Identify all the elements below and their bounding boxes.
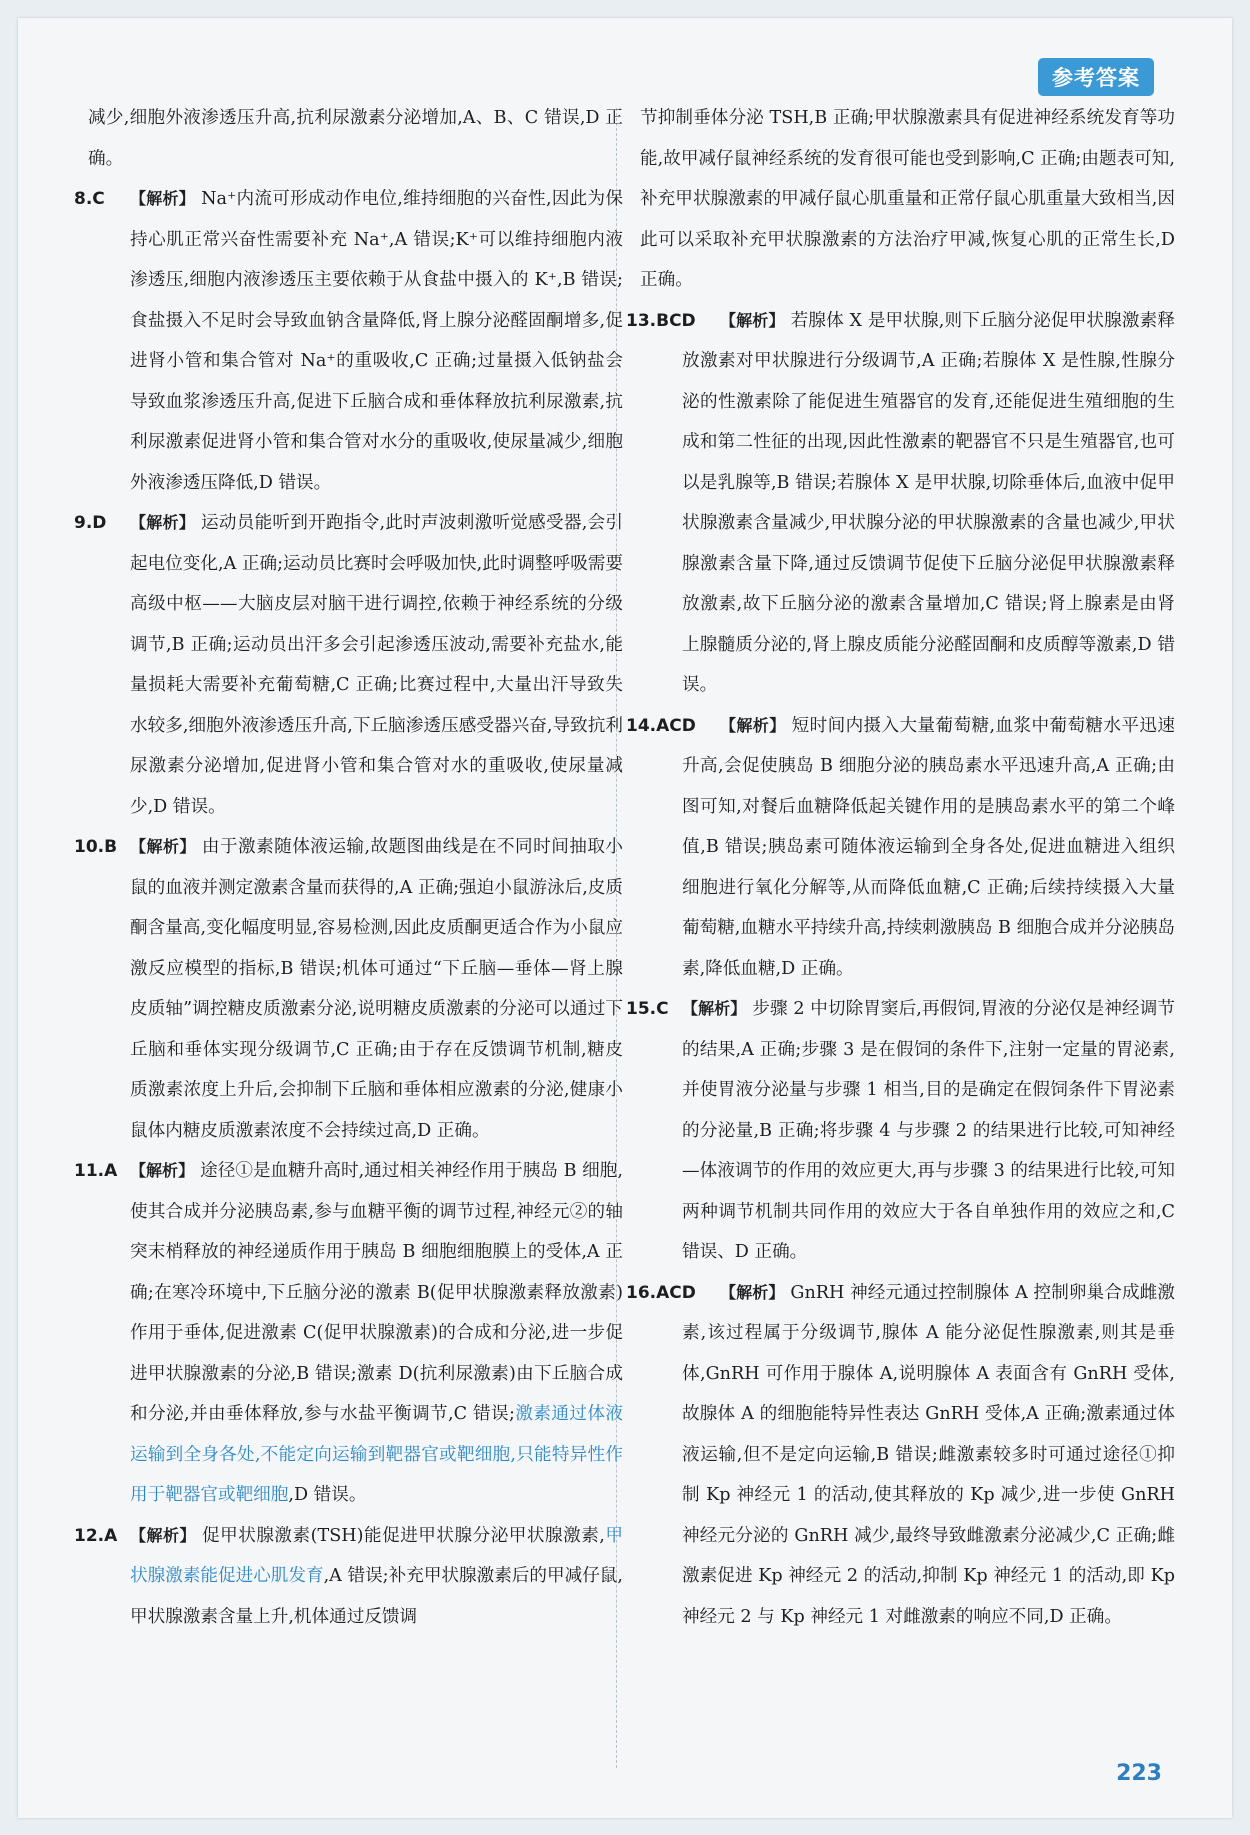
analysis-label: 【解析】 — [130, 1161, 195, 1180]
answer-item-10 — [74, 827, 623, 1151]
highlighted-text: 激素通过体液运输到全身各处,不能定向运输到靶器官或靶细胞,只能特异性作用于靶器官或靶细胞 — [130, 1404, 623, 1505]
answer-item-8 — [74, 179, 623, 503]
item-number: 8.C — [74, 189, 105, 209]
item-text: 途径①是血糖升高时,通过相关神经作用于胰岛 B 细胞,使其合成并分泌胰岛素,参与血糖平衡的调节过程,神经元②的轴突末梢释放的神经递质作用于胰岛 B 细胞细胞膜上的受体,A 正确;在寒冷环境中,下丘脑分泌的激素 B(促甲状腺激素释放激素)作用于垂体,促进激素 C(促甲状腺激素)的合成和分泌,进一步促进甲状腺激素的分泌,B 错误;激素 D(抗利尿激素)由下丘脑合成和分泌,并由垂体释放,参与水盐平衡调节,C 错误; — [130, 1161, 623, 1424]
item-number: 12.A — [74, 1525, 118, 1546]
item-text: 步骤 2 中切除胃窦后,再假饲,胃液的分泌仅是神经调节的结果,A 正确;步骤 3 是在假饲的条件下,注射一定量的胃泌素,并使胃液分泌量与步骤 1 相当,目的是确定在假饲条件下胃泌素的分泌量,B 正确;将步骤 4 与步骤 2 的结果进行比较,可知神经—体液调节的作用的效应更大,再与步骤 3 的结果进行比较,可知两种调节机制共同作用的效应大于各自单独作用的效应之和,C 错误、D 正确。 — [682, 999, 1175, 1262]
analysis-label: 【解析】 — [130, 837, 196, 856]
item-text-tail: ,D 错误。 — [288, 1485, 367, 1505]
analysis-label: 【解析】 — [682, 999, 747, 1018]
analysis-label: 【解析】 — [130, 189, 196, 208]
left-column — [74, 98, 623, 1637]
answer-item-16 — [626, 1273, 1175, 1638]
analysis-label: 【解析】 — [720, 310, 785, 330]
item-text: 短时间内摄入大量葡萄糖,血浆中葡萄糖水平迅速升高,会促使胰岛 B 细胞分泌的胰岛素水平迅速升高,A 正确;由图可知,对餐后血糖降低起关键作用的是胰岛素水平的第二个峰值,B 错误;胰岛素可随体液运输到全身各处,促进血糖进入组织细胞进行氧化分解等,从而降低血糖,C 正确;后续持续摄入大量葡萄糖,血糖水平持续升高,持续刺激胰岛 B 细胞合成并分泌胰岛素,降低血糖,D 正确。 — [682, 715, 1175, 979]
analysis-label: 【解析】 — [130, 1525, 197, 1545]
item-text-tail: ,A 错误;补充甲状腺激素后的甲减仔鼠,甲状腺激素含量上升,机体通过反馈调 — [130, 1566, 623, 1627]
answer-item-9 — [74, 503, 623, 827]
item-number: 10.B — [74, 837, 118, 857]
item-number: 9.D — [74, 513, 107, 533]
answer-item-11 — [74, 1151, 623, 1516]
answer-item-14 — [626, 706, 1175, 990]
answer-item-12 — [74, 1516, 623, 1638]
item-text: GnRH 神经元通过控制腺体 A 控制卵巢合成雌激素,该过程属于分级调节,腺体 A 能分泌促性腺激素,则其是垂体,GnRH 可作用于腺体 A,说明腺体 A 表面含有 GnRH 受体,故腺体 A 的细胞能特异性表达 GnRH 受体,A 正确;激素通过体液运输,但不是定向运输,B 错误;雌激素较多时可通过途径①抑制 Kp 神经元 1 的活动,使其释放的 Kp 减少,进一步使 GnRH 神经元分泌的 GnRH 减少,最终导致雌激素分泌减少,C 正确;雌激素促进 Kp 神经元 2 的活动,抑制 Kp 神经元 1 的活动,即 Kp 神经元 2 与 Kp 神经元 1 对雌激素的响应不同,D 正确。 — [682, 1282, 1175, 1627]
item-number: 11.A — [74, 1161, 118, 1181]
item-number: 14.ACD — [626, 715, 696, 736]
item-text: 若腺体 X 是甲状腺,则下丘脑分泌促甲状腺激素释放激素对甲状腺进行分级调节,A 正确;若腺体 X 是性腺,性腺分泌的性激素除了能促进生殖器官的发育,还能促进生殖细胞的生成和第二性征的出现,因此性激素的靶器官不只是生殖器官,也可以是乳腺等,B 错误;若腺体 X 是甲状腺,切除垂体后,血液中促甲状腺激素含量减少,甲状腺分泌的甲状腺激素的含量也减少,甲状腺激素含量下降,通过反馈调节促使下丘脑分泌促甲状腺激素释放激素,故下丘脑分泌的激素含量增加,C 错误;肾上腺素是由肾上腺髓质分泌的,肾上腺皮质能分泌醛固酮和皮质醇等激素,D 错误。 — [682, 310, 1175, 695]
item-number: 13.BCD — [626, 310, 696, 331]
answer-item-15 — [626, 989, 1175, 1273]
highlighted-text: 甲状腺激素能促进心肌发育 — [130, 1525, 623, 1586]
left-intro: 减少,细胞外液渗透压升高,抗利尿激素分泌增加,A、B、C 错误,D 正确。 — [88, 108, 623, 169]
item-text: 由于激素随体液运输,故题图曲线是在不同时间抽取小鼠的血液并测定激素含量而获得的,A 正确;强迫小鼠游泳后,皮质酮含量高,变化幅度明显,容易检测,因此皮质酮更适合作为小鼠应激反应模型的指标,B 错误;机体可通过“下丘脑—垂体—肾上腺皮质轴”调控糖皮质激素分泌,说明糖皮质激素的分泌可以通过下丘脑和垂体实现分级调节,C 正确;由于存在反馈调节机制,糖皮质激素浓度上升后,会抑制下丘脑和垂体相应激素的分泌,健康小鼠体内糖皮质激素浓度不会持续过高,D 正确。 — [130, 837, 623, 1141]
item-text: Na⁺内流可形成动作电位,维持细胞的兴奋性,因此为保持心肌正常兴奋性需要补充 Na⁺,A 错误;K⁺可以维持细胞内液渗透压,细胞内液渗透压主要依赖于从食盐中摄入的 K⁺,B 错误;食盐摄入不足时会导致血钠含量降低,肾上腺分泌醛固酮增多,促进肾小管和集合管对 Na⁺的重吸收,C 正确;过量摄入低钠盐会导致血浆渗透压升高,促进下丘脑合成和垂体释放抗利尿激素,抗利尿激素促进肾小管和集合管对水分的重吸收,使尿量减少,细胞外液渗透压降低,D 错误。 — [130, 189, 623, 493]
item-text: 运动员能听到开跑指令,此时声波刺激听觉感受器,会引起电位变化,A 正确;运动员比赛时会呼吸加快,此时调整呼吸需要高级中枢——大脑皮层对脑干进行调控,依赖于神经系统的分级调节,B 正确;运动员出汗多会引起渗透压波动,需要补充盐水,能量损耗大需要补充葡萄糖,C 正确;比赛过程中,大量出汗导致失水较多,细胞外液渗透压升高,下丘脑渗透压感受器兴奋,导致抗利尿激素分泌增加,促进肾小管和集合管对水的重吸收,使尿量减少,D 错误。 — [130, 513, 623, 817]
analysis-label: 【解析】 — [720, 715, 786, 735]
analysis-label: 【解析】 — [720, 1282, 785, 1302]
answer-item-13 — [626, 301, 1175, 706]
page-number: 223 — [1116, 1761, 1162, 1786]
item-number: 16.ACD — [626, 1282, 696, 1303]
analysis-label: 【解析】 — [130, 513, 196, 532]
right-column — [626, 98, 1175, 1637]
item-text: 促甲状腺激素(TSH)能促进甲状腺分泌甲状腺激素, — [202, 1525, 605, 1546]
right-intro: 节抑制垂体分泌 TSH,B 正确;甲状腺激素具有促进神经系统发育等功能,故甲减仔鼠神经系统的发育很可能也受到影响,C 正确;由题表可知,补充甲状腺激素的甲减仔鼠心肌重量和正常仔鼠心肌重量大致相当,因此可以采取补充甲状腺激素的方法治疗甲减,恢复心肌的正常生长,D 正确。 — [640, 108, 1175, 290]
item-number: 15.C — [626, 999, 669, 1019]
reference-answer-badge: 参考答案 — [1038, 58, 1154, 96]
answer-page — [18, 18, 1232, 1818]
